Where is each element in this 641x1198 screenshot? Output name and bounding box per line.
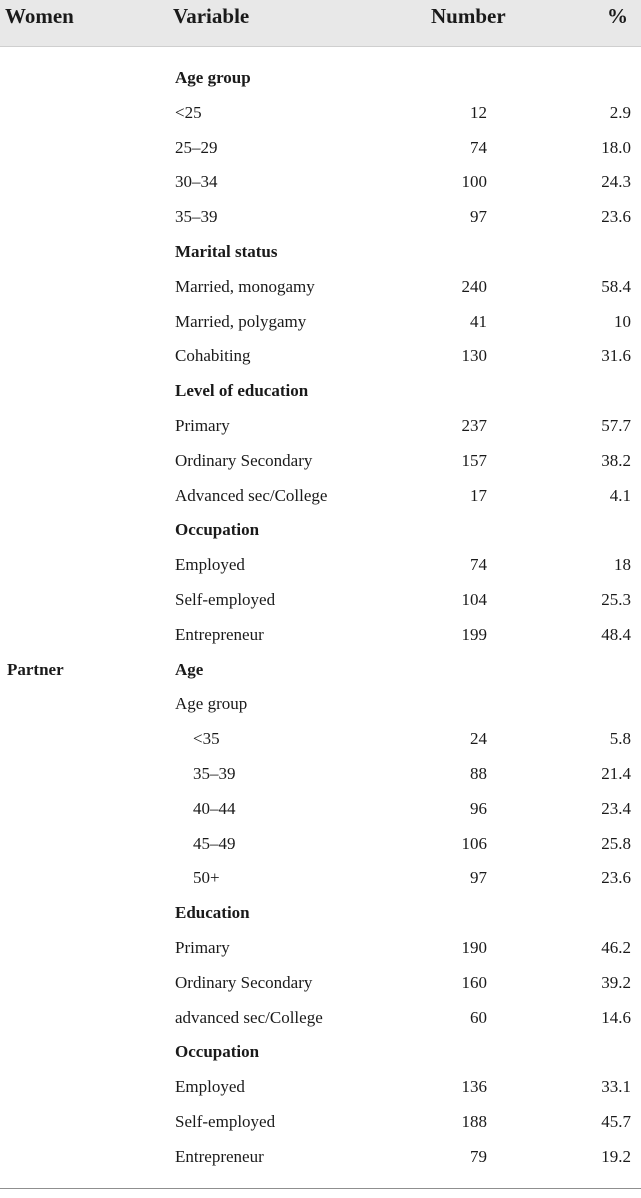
row-variable-cell: Age group [175, 694, 248, 714]
header-women: Women [5, 4, 74, 28]
row-variable-cell: Entrepreneur [175, 1146, 264, 1166]
row-variable-cell: 45–49 [193, 833, 236, 853]
row-number-cell: 199 [461, 624, 487, 644]
table-row [0, 270, 641, 305]
row-percent-cell: 57.7 [601, 415, 631, 435]
row-variable-cell: Age [175, 659, 204, 679]
row-variable-cell: Employed [175, 1077, 245, 1097]
row-percent-cell: 18 [614, 555, 631, 575]
row-number-cell: 100 [461, 172, 487, 192]
table-header [0, 0, 641, 47]
row-variable-cell: Entrepreneur [175, 624, 264, 644]
table-row [0, 305, 641, 340]
row-number-cell: 41 [470, 311, 487, 331]
row-percent-cell: 23.6 [601, 868, 631, 888]
row-percent-cell: 31.6 [601, 346, 631, 366]
row-variable-cell: Self-employed [175, 589, 276, 609]
row-percent-cell: 23.4 [601, 798, 631, 818]
row-number-cell: 74 [470, 137, 487, 157]
row-number-cell: 190 [461, 937, 487, 957]
row-percent-cell: 5.8 [609, 729, 631, 749]
row-percent-cell: 14.6 [601, 1007, 631, 1027]
table-row [0, 200, 641, 235]
row-number-cell: 96 [470, 798, 487, 818]
table-row [0, 1070, 641, 1105]
table-bottom-rule [0, 1188, 641, 1189]
row-variable-cell: Advanced sec/College [175, 485, 328, 505]
row-percent-cell: 25.8 [601, 833, 631, 853]
table-row [0, 687, 641, 722]
row-variable-cell: Age group [175, 68, 251, 87]
row-number-cell: 97 [470, 207, 487, 227]
row-variable-cell: 35–39 [175, 207, 218, 227]
row-variable-cell: advanced sec/College [175, 1007, 323, 1027]
header-variable: Variable [173, 4, 250, 28]
row-percent-cell: 24.3 [601, 172, 631, 192]
header-number: Number [431, 4, 506, 28]
row-variable-cell: Marital status [175, 241, 278, 261]
row-number-cell: 104 [461, 589, 487, 609]
row-variable-cell: 35–39 [193, 763, 236, 783]
table-row [0, 827, 641, 862]
row-variable-cell: <35 [193, 729, 220, 749]
table-row [0, 409, 641, 444]
table-body [0, 61, 641, 1175]
table-row [0, 618, 641, 653]
row-variable-cell: 30–34 [175, 172, 218, 192]
table-row [0, 931, 641, 966]
row-number-cell: 74 [470, 555, 487, 575]
row-number-cell: 88 [470, 763, 487, 783]
table-row [0, 966, 641, 1001]
table-section-row [0, 61, 641, 96]
table-section-row [0, 1035, 641, 1070]
row-variable-cell: 40–44 [193, 798, 236, 818]
row-group-cell: Partner [7, 659, 64, 679]
row-number-cell: 79 [470, 1146, 487, 1166]
row-percent-cell: 38.2 [601, 450, 631, 470]
row-variable-cell: 50+ [193, 868, 220, 888]
row-variable-cell: Occupation [175, 520, 260, 540]
row-variable-cell: Level of education [175, 381, 309, 401]
row-variable-cell: Self-employed [175, 1111, 276, 1131]
table-row [0, 96, 641, 131]
row-percent-cell: 2.9 [609, 102, 631, 122]
table-row [0, 722, 641, 757]
row-variable-cell: Employed [175, 555, 245, 575]
row-number-cell: 60 [470, 1007, 487, 1027]
row-percent-cell: 18.0 [601, 137, 631, 157]
table-row [0, 444, 641, 479]
row-percent-cell: 10 [614, 311, 631, 331]
table-row [0, 1140, 641, 1175]
row-number-cell: 17 [470, 485, 487, 505]
row-number-cell: 97 [470, 868, 487, 888]
table-row [0, 165, 641, 200]
table-row [0, 861, 641, 896]
row-number-cell: 136 [461, 1077, 487, 1097]
row-percent-cell: 39.2 [601, 972, 631, 992]
table-row [0, 1105, 641, 1140]
table-row [0, 757, 641, 792]
row-variable-cell: Ordinary Secondary [175, 450, 313, 470]
row-number-cell: 106 [461, 833, 487, 853]
row-variable-cell: Married, polygamy [175, 311, 307, 331]
row-number-cell: 24 [470, 729, 487, 749]
row-percent-cell: 46.2 [601, 937, 631, 957]
table-row [0, 792, 641, 827]
header-percent: % [607, 4, 628, 28]
table-row [0, 479, 641, 514]
table-section-row [0, 653, 641, 688]
row-variable-cell: Primary [175, 415, 230, 435]
row-percent-cell: 4.1 [609, 485, 631, 505]
row-variable-cell: Cohabiting [175, 346, 251, 366]
table-row [0, 583, 641, 618]
row-number-cell: 240 [461, 276, 487, 296]
row-percent-cell: 25.3 [601, 589, 631, 609]
row-number-cell: 160 [461, 972, 487, 992]
row-number-cell: 12 [470, 102, 487, 122]
row-number-cell: 130 [461, 346, 487, 366]
table-row [0, 548, 641, 583]
row-variable-cell: Occupation [175, 1042, 260, 1062]
row-variable-cell: Education [175, 903, 250, 923]
row-percent-cell: 23.6 [601, 207, 631, 227]
row-percent-cell: 33.1 [601, 1077, 631, 1097]
row-percent-cell: 45.7 [601, 1111, 631, 1131]
table-row [0, 131, 641, 166]
table-section-row [0, 374, 641, 409]
row-percent-cell: 21.4 [601, 763, 631, 783]
row-variable-cell: Ordinary Secondary [175, 972, 313, 992]
table-section-row [0, 513, 641, 548]
table-section-row [0, 896, 641, 931]
row-variable-cell: 25–29 [175, 137, 218, 157]
row-number-cell: 157 [461, 450, 487, 470]
table-row [0, 1001, 641, 1036]
row-number-cell: 237 [461, 415, 487, 435]
row-number-cell: 188 [461, 1111, 487, 1131]
row-variable-cell: Married, monogamy [175, 276, 315, 296]
row-variable-cell: <25 [175, 102, 202, 122]
row-percent-cell: 19.2 [601, 1146, 631, 1166]
row-percent-cell: 58.4 [601, 276, 631, 296]
row-variable-cell: Primary [175, 937, 230, 957]
table-section-row [0, 235, 641, 270]
table-row [0, 339, 641, 374]
row-percent-cell: 48.4 [601, 624, 631, 644]
